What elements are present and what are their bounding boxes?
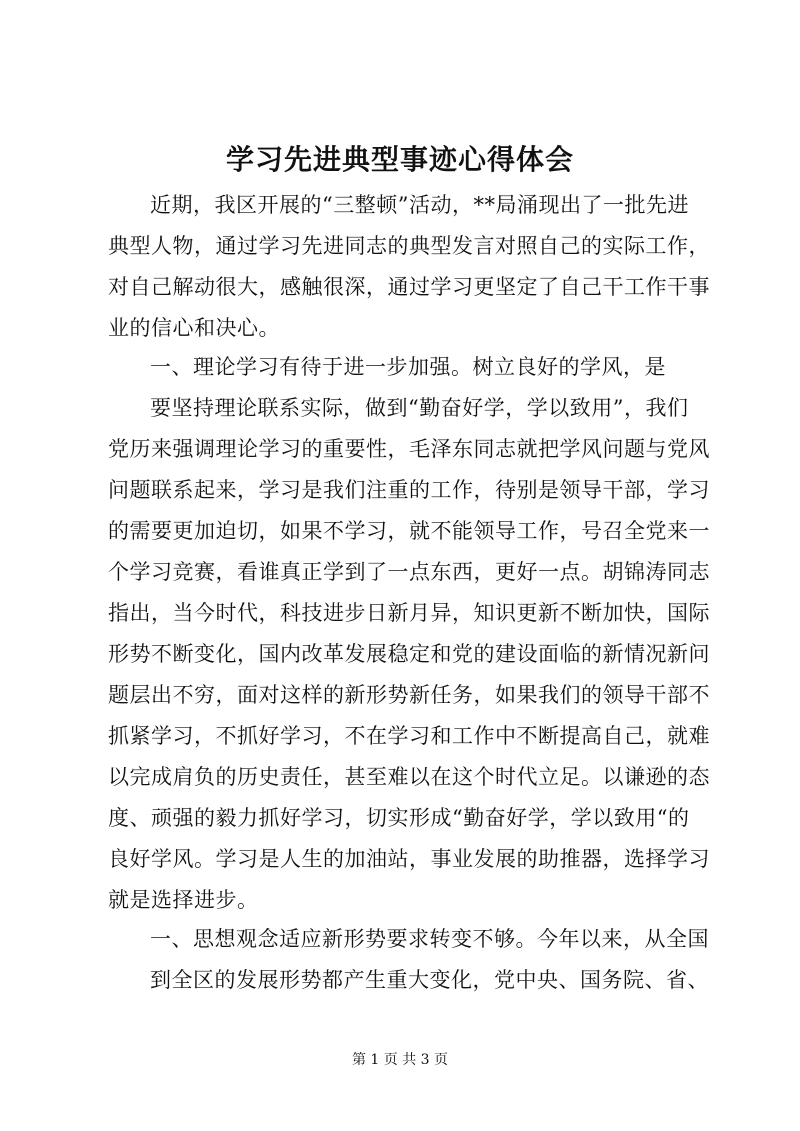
body-line: 一、思想观念适应新形势要求转变不够。今年以来，从全国 bbox=[150, 927, 709, 951]
body-line: 要坚持理论联系实际，做到“勤奋好学，学以致用”，我们 bbox=[150, 396, 689, 420]
body-line: 个学习竞赛，看谁真正学到了一点东西，更好一点。胡锦涛同志 bbox=[108, 560, 710, 584]
body-line: 就是选择进步。 bbox=[108, 888, 259, 912]
body-line: 形势不断变化，国内改革发展稳定和党的建设面临的新情况新问 bbox=[108, 642, 710, 666]
body-line: 问题联系起来，学习是我们注重的工作，待别是领导干部，学习 bbox=[108, 478, 710, 502]
body-line: 党历来强调理论学习的重要性，毛泽东同志就把学风问题与党风 bbox=[108, 437, 710, 461]
body-line: 抓紧学习，不抓好学习，不在学习和工作中不断提高自己，就难 bbox=[108, 724, 710, 748]
body-line: 到全区的发展形势都产生重大变化，党中央、国务院、省、 bbox=[150, 968, 709, 992]
document-title: 学习先进典型事迹心得体会 bbox=[225, 143, 574, 176]
body-line: 的需要更加迫切，如果不学习，就不能领导工作，号召全党来一 bbox=[108, 519, 710, 543]
body-line: 对自己解动很大，感触很深，通过学习更坚定了自己干工作干事 bbox=[108, 275, 710, 299]
body-line: 良好学风。学习是人生的加油站，事业发展的助推器，选择学习 bbox=[108, 847, 710, 871]
body-line: 度、顽强的毅力抓好学习，切实形成“勤奋好学，学以致用“的 bbox=[108, 806, 690, 830]
page-footer: 第 1 页 共 3 页 bbox=[351, 1052, 449, 1068]
body-line: 题层出不穷，面对这样的新形势新任务，如果我们的领导干部不 bbox=[108, 683, 710, 707]
body-line: 业的信心和决心。 bbox=[108, 316, 280, 340]
body-line: 典型人物，通过学习先进同志的典型发言对照自己的实际工作， bbox=[108, 234, 710, 258]
body-line: 指出，当今时代，科技进步日新月异，知识更新不断加快，国际 bbox=[108, 601, 710, 625]
body-line: 近期，我区开展的“三整顿”活动，**局涌现出了一批先进 bbox=[150, 193, 689, 217]
body-line: 一、理论学习有待于进一步加强。树立良好的学风，是 bbox=[150, 355, 666, 379]
body-line: 以完成肩负的历史责任，甚至难以在这个时代立足。以谦逊的态 bbox=[108, 765, 710, 789]
